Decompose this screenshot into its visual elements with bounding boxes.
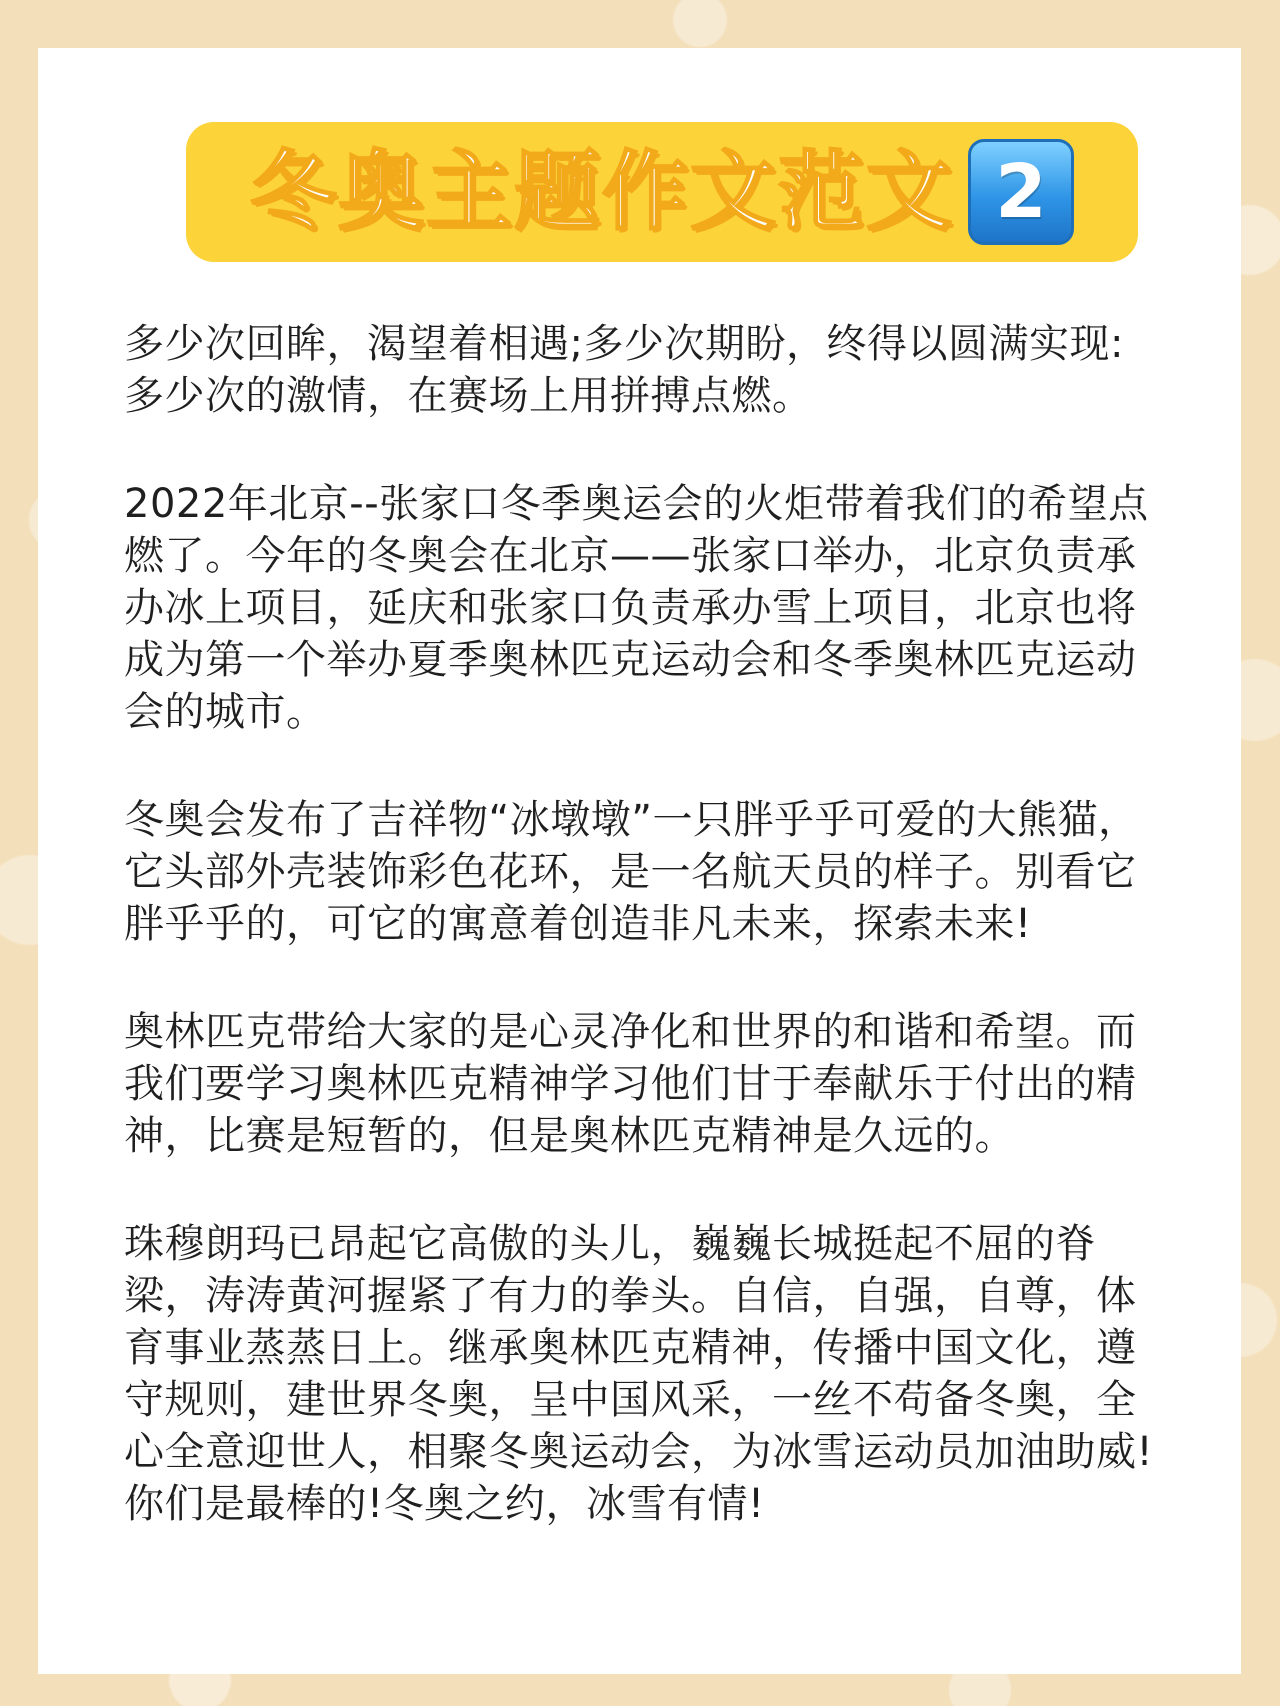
paragraph-5: 珠穆朗玛已昂起它高傲的头儿，巍巍长城挺起不屈的脊梁，涛涛黄河握紧了有力的拳头。自信，自强，自尊，体育事业蒸蒸日上。继承奥林匹克精神，传播中国文化，遵守规则，建世界冬奥，呈中国风采，一丝不苟备冬奥，全心全意迎世人，相聚冬奥运动会，为冰雪运动员加油助威!你们是最棒的!冬奥之约，冰雪有情!: [124, 1221, 1154, 1527]
paragraph-3: 冬奥会发布了吉祥物“冰墩墩”一只胖乎乎可爱的大熊猫，它头部外壳装饰彩色花环，是一名航天员的样子。别看它胖乎乎的，可它的寓意着创造非凡未来，探索未来!: [124, 797, 1139, 947]
title-banner: [186, 122, 1138, 262]
paragraph-1: 多少次回眸，渴望着相遇;多少次期盼，终得以圆满实现:多少次的激情，在赛场上用拼搏点燃。: [124, 321, 1124, 419]
paragraph-4: 奥林匹克带给大家的是心灵净化和世界的和谐和希望。而我们要学习奥林匹克精神学习他们甘于奉献乐于付出的精神，比赛是短暂的，但是奥林匹克精神是久远的。: [124, 1009, 1137, 1159]
number-two-badge-icon: 2: [968, 139, 1074, 245]
paragraph-2: 2022年北京--张家口冬季奥运会的火炬带着我们的希望点燃了。今年的冬奥会在北京——张家口举办，北京负责承办冰上项目，延庆和张家口负责承办雪上项目，北京也将成为第一个举办夏季奥林匹克运动会和冬季奥林匹克运动会的城市。: [124, 481, 1149, 735]
article-body: [124, 318, 1164, 1586]
article-title: 冬奥主题作文范文: [250, 142, 954, 242]
